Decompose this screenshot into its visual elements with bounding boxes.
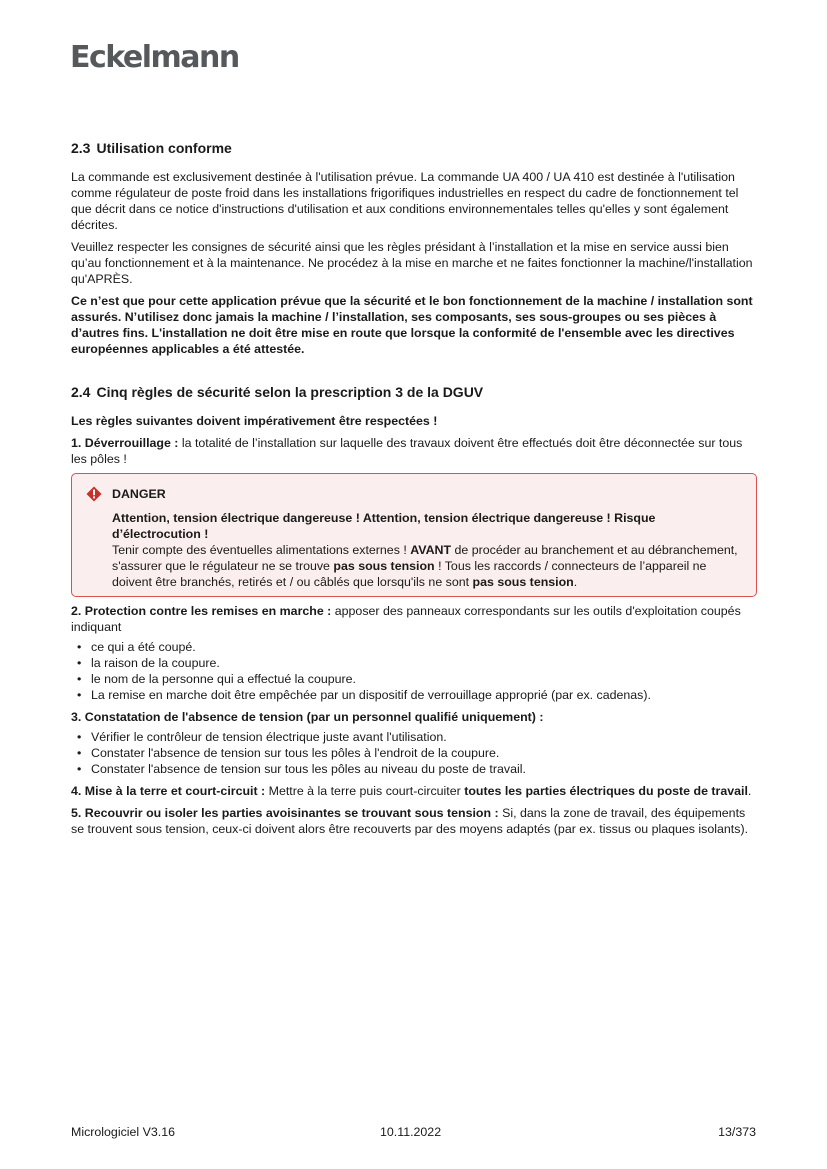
danger-text-part: Tenir compte des éventuelles alimentations externes !: [112, 543, 411, 557]
page-content: [71, 139, 757, 837]
rule-2-text: apposer des panneaux correspondants sur les outils d'exploitation coupés indiquant: [71, 604, 741, 634]
footer-firmware-version: Micrologiciel V3.16: [71, 1125, 175, 1139]
danger-bold-part: pas sous tension: [472, 575, 574, 589]
list-item: • ce qui a été coupé.: [71, 639, 757, 655]
rule-2-label: 2. Protection contre les remises en marche :: [71, 604, 332, 618]
rule-5-label: 5. Recouvrir ou isoler les parties avoisinantes se trouvant sous tension :: [71, 806, 499, 820]
rule-4-label: 4. Mise à la terre et court-circuit :: [71, 784, 266, 798]
paragraph-intended-use: La commande est exclusivement destinée à l'utilisation prévue. La commande UA 400 / UA 410 est destinée à l'utilisation comme régulateur de poste froid dans les installations frigorifiques industrielles en respect du cadre de fonctionnement tel que décrit dans ce notice d'instructions d'utilisation et aux conditions environnementales telles qu'elles y sont également décrites.: [71, 170, 739, 232]
section-title-text: Utilisation conforme: [96, 140, 232, 156]
danger-heading: [112, 510, 742, 542]
paragraph-safety-instructions: Veuillez respecter les consignes de sécurité ainsi que les règles présidant à l’installation et la mise en service aussi bien qu’au fonctionnement et à la maintenance. Ne procédez à la mise en marche et ne faites fonctionner la machine/l'installation qu'APRÈS.: [71, 240, 753, 286]
rule-3-list: [71, 729, 757, 777]
list-item: • Vérifier le contrôleur de tension électrique juste avant l'utilisation.: [71, 729, 757, 745]
rule-2: [71, 603, 757, 635]
danger-body: [112, 510, 742, 590]
danger-label: DANGER: [112, 487, 166, 501]
rule-2-list: [71, 639, 757, 703]
danger-bold-part: pas sous tension: [333, 559, 435, 573]
rule-1: [71, 435, 757, 467]
rule-5-text: Si, dans la zone de travail, des équipements se trouvent sous tension, ceux-ci doivent alors être recouverts par des moyens adaptés (par ex. tissus ou plaques isolants).: [71, 806, 749, 836]
list-item: • Constater l'absence de tension sur tous les pôles à l'endroit de la coupure.: [71, 745, 757, 761]
section-2-3-title: [71, 139, 757, 157]
footer-date: 10.11.2022: [380, 1125, 442, 1139]
section-title-text: Cinq règles de sécurité selon la prescription 3 de la DGUV: [96, 384, 484, 400]
danger-text-part: ! Tous les raccords / connecteurs de l’appareil ne doivent être branchés, retirés et / ou câblés que lorsqu'ils ne sont: [112, 559, 707, 589]
rules-intro: [71, 413, 757, 429]
list-item: • la raison de la coupure.: [71, 655, 757, 671]
section-2-4-title: [71, 383, 757, 401]
rule-4: [71, 783, 757, 799]
section-number: 2.3: [71, 140, 91, 156]
list-item: • La remise en marche doit être empêchée par un dispositif de verrouillage approprié (par ex. cadenas).: [71, 687, 757, 703]
warning-diamond-icon: [86, 486, 112, 502]
eckelmann-logo: Eckelmann: [70, 40, 239, 75]
danger-bold-part: AVANT: [410, 543, 452, 557]
rule-4-bold: toutes les parties électriques du poste de travail: [464, 784, 748, 798]
rules-intro-text: Les règles suivantes doivent impérativement être respectées !: [71, 414, 438, 428]
danger-header: [86, 486, 742, 502]
rule-1-text: la totalité de l’installation sur laquelle des travaux doivent être effectués doit être déconnectée sur tous les pôles !: [71, 436, 743, 466]
rule-4-end: .: [747, 784, 752, 798]
rule-4-text: Mettre à la terre puis court-circuiter: [265, 784, 465, 798]
paragraph-intended-use-warning: [71, 293, 757, 357]
rule-5: [71, 805, 757, 837]
list-item: • Constater l'absence de tension sur tous les pôles au niveau du poste de travail.: [71, 761, 757, 777]
danger-heading-text: Attention, tension électrique dangereuse ! Attention, tension électrique dangereuse ! Risque d’électrocution !: [112, 511, 656, 541]
danger-text-part: de procéder au branchement et au débranchement, s'assurer que le régulateur ne se trouve: [112, 543, 738, 573]
list-item: • le nom de la personne qui a effectué la coupure.: [71, 671, 757, 687]
rule-1-label: 1. Déverrouillage :: [71, 436, 179, 450]
rule-3-label: 3. Constatation de l'absence de tension (par un personnel qualifié uniquement) :: [71, 710, 544, 724]
footer-page-number: 13/373: [718, 1125, 756, 1139]
bold-warning-text: Ce n’est que pour cette application prévue que la sécurité et le bon fonctionnement de la machine / installation sont assurés. N’utilisez donc jamais la machine / l’installation, ses composants, ses sous-groupes ou ses pièces à d’autres fins. L'installation ne doit être mise en route que lorsque la conformité de l'ensemble avec les directives européennes applicables a été attestée.: [71, 294, 753, 356]
rule-3: [71, 709, 757, 725]
section-number: 2.4: [71, 384, 91, 400]
danger-notice: [71, 473, 757, 597]
danger-text-part: .: [573, 575, 578, 589]
danger-text: [112, 542, 742, 590]
